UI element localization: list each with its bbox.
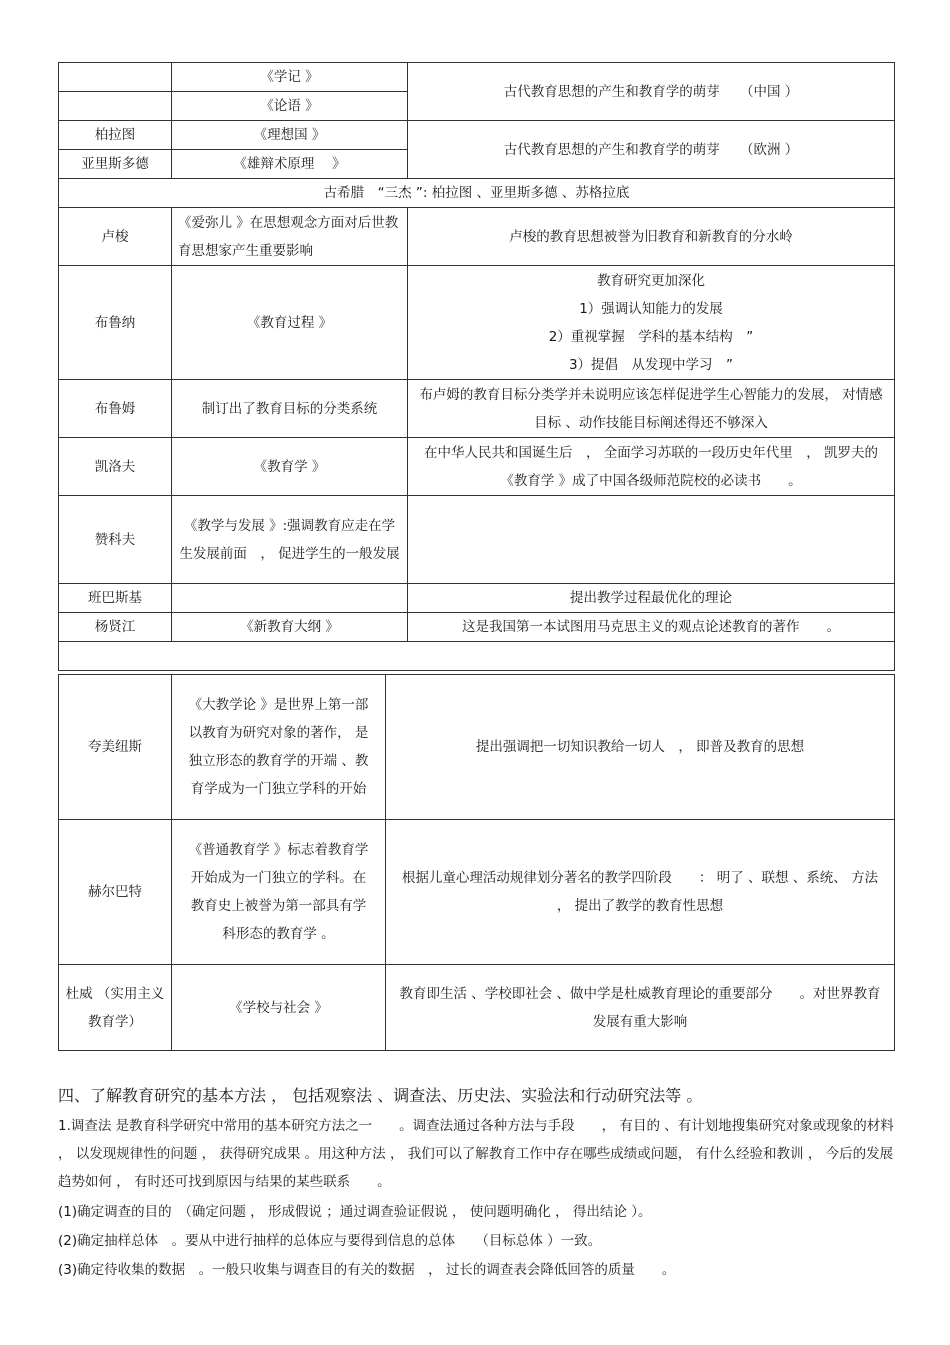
table-row bbox=[59, 438, 895, 496]
table-row bbox=[59, 584, 895, 613]
table-row bbox=[59, 965, 895, 1051]
person-cell: 杨贤江 bbox=[59, 613, 172, 642]
book-cell: 《论语 》 bbox=[172, 92, 408, 121]
person-cell: 杜威 （实用主义教育学） bbox=[59, 965, 172, 1051]
book-cell: 《学记 》 bbox=[172, 63, 408, 92]
description-cell: 古代教育思想的产生和教育学的萌芽 （中国 ） bbox=[408, 63, 895, 121]
paragraph-step-3: (3)确定待收集的数据 。一般只收集与调查目的有关的数据 ， 过长的调查表会降低回答的质量 。 bbox=[58, 1262, 676, 1278]
table-row bbox=[59, 179, 895, 208]
book-cell: 《学校与社会 》 bbox=[172, 965, 386, 1051]
person-cell: 柏拉图 bbox=[59, 121, 172, 150]
description-cell bbox=[408, 266, 895, 380]
table-row bbox=[59, 675, 895, 820]
empty-cell bbox=[59, 92, 172, 121]
table-row bbox=[59, 63, 895, 92]
book-cell: 《教育学 》 bbox=[172, 438, 408, 496]
paragraph-survey-method: 1.调查法 是教育科学研究中常用的基本研究方法之一 。调查法通过各种方法与手段 ， 有目的 、有计划地搜集研究对象或现象的材料 ， 以发现规律性的问题 ， 获得研究成果 。用这种方法 ， 我们可以了解教育工作中存在哪些成绩或问题， 有什么经验和教训 ， 今后的发展趋势如何 ， 有时还可找到原因与结果的某些联系 。 bbox=[58, 1118, 894, 1190]
book-cell: 《普通教育学 》标志着教育学开始成为一门独立的学科。在教育史上被誉为第一部具有学科形态的教育学 。 bbox=[172, 820, 386, 965]
book-cell: 《教育过程 》 bbox=[172, 266, 408, 380]
empty-row-cell bbox=[59, 642, 895, 671]
person-cell: 亚里斯多德 bbox=[59, 150, 172, 179]
description-cell: 这是我国第一本试图用马克思主义的观点论述教育的著作 。 bbox=[408, 613, 895, 642]
book-cell: 《理想国 》 bbox=[172, 121, 408, 150]
table-row bbox=[59, 121, 895, 150]
description-cell: 在中华人民共和国诞生后 ， 全面学习苏联的一段历史年代里 ， 凯罗夫的 《教育学 》成了中国各级师范院校的必读书 。 bbox=[408, 438, 895, 496]
educators-table-1 bbox=[58, 62, 895, 671]
description-cell: 提出强调把一切知识教给一切人 ， 即普及教育的思想 bbox=[386, 675, 895, 820]
person-cell: 布鲁纳 bbox=[59, 266, 172, 380]
person-cell: 赫尔巴特 bbox=[59, 820, 172, 965]
description-cell: 教育即生活 、学校即社会 、做中学是杜威教育理论的重要部分 。对世界教育发展有重大影响 bbox=[386, 965, 895, 1051]
table-row bbox=[59, 380, 895, 438]
person-cell: 卢梭 bbox=[59, 208, 172, 266]
description-cell: 根据儿童心理活动规律划分著名的教学四阶段 ： 明了 、联想 、系统、 方法 ， 提出了教学的教育性思想 bbox=[386, 820, 895, 965]
table-row bbox=[59, 208, 895, 266]
merged-note-cell: 古希腊 “三杰 ”: 柏拉图 、亚里斯多德 、苏格拉底 bbox=[59, 179, 895, 208]
person-cell: 凯洛夫 bbox=[59, 438, 172, 496]
person-cell: 班巴斯基 bbox=[59, 584, 172, 613]
section-heading: 四、了解教育研究的基本方法 ， 包括观察法 、调查法、历史法、实验法和行动研究法等 。 bbox=[58, 1086, 703, 1105]
paragraph-step-1: (1)确定调查的目的 （确定问题 ， 形成假说 ；通过调查验证假说 ， 使问题明确化 ， 得出结论 ）。 bbox=[58, 1204, 652, 1220]
person-cell: 赞科夫 bbox=[59, 496, 172, 584]
book-cell: 《大教学论 》是世界上第一部以教育为研究对象的著作， 是独立形态的教育学的开端 、教育学成为一门独立学科的开始 bbox=[172, 675, 386, 820]
description-cell: 古代教育思想的产生和教育学的萌芽 （欧洲 ） bbox=[408, 121, 895, 179]
table-row bbox=[59, 642, 895, 671]
description-cell: 提出教学过程最优化的理论 bbox=[408, 584, 895, 613]
person-cell: 夸美纽斯 bbox=[59, 675, 172, 820]
description-line: 教育研究更加深化 bbox=[597, 272, 705, 289]
book-cell: 《教学与发展 》:强调教育应走在学生发展前面 ， 促进学生的一般发展 bbox=[172, 496, 408, 584]
person-cell: 布鲁姆 bbox=[59, 380, 172, 438]
description-cell bbox=[408, 496, 895, 584]
educators-table-2 bbox=[58, 674, 895, 1051]
table-row bbox=[59, 613, 895, 642]
table-row bbox=[59, 266, 895, 380]
empty-cell bbox=[59, 63, 172, 92]
description-cell: 布卢姆的教育目标分类学并未说明应该怎样促进学生心智能力的发展， 对情感目标 、动作技能目标阐述得还不够深入 bbox=[408, 380, 895, 438]
description-line: 3）提倡 从发现中学习 ” bbox=[568, 356, 734, 373]
table-row bbox=[59, 820, 895, 965]
description-cell: 卢梭的教育思想被誉为旧教育和新教育的分水岭 bbox=[408, 208, 895, 266]
table-row bbox=[59, 496, 895, 584]
book-cell: 《雄辩术原理 》 bbox=[172, 150, 408, 179]
description-line: 2）重视掌握 学科的基本结构 ” bbox=[548, 328, 754, 345]
description-line: 1）强调认知能力的发展 bbox=[579, 300, 723, 317]
paragraph-step-2: (2)确定抽样总体 。要从中进行抽样的总体应与要得到信息的总体 （目标总体 ）一致。 bbox=[58, 1233, 602, 1249]
book-cell: 制订出了教育目标的分类系统 bbox=[172, 380, 408, 438]
book-cell: 《爱弥儿 》在思想观念方面对后世教育思想家产生重要影响 bbox=[172, 208, 408, 266]
book-cell bbox=[172, 584, 408, 613]
book-cell: 《新教育大纲 》 bbox=[172, 613, 408, 642]
